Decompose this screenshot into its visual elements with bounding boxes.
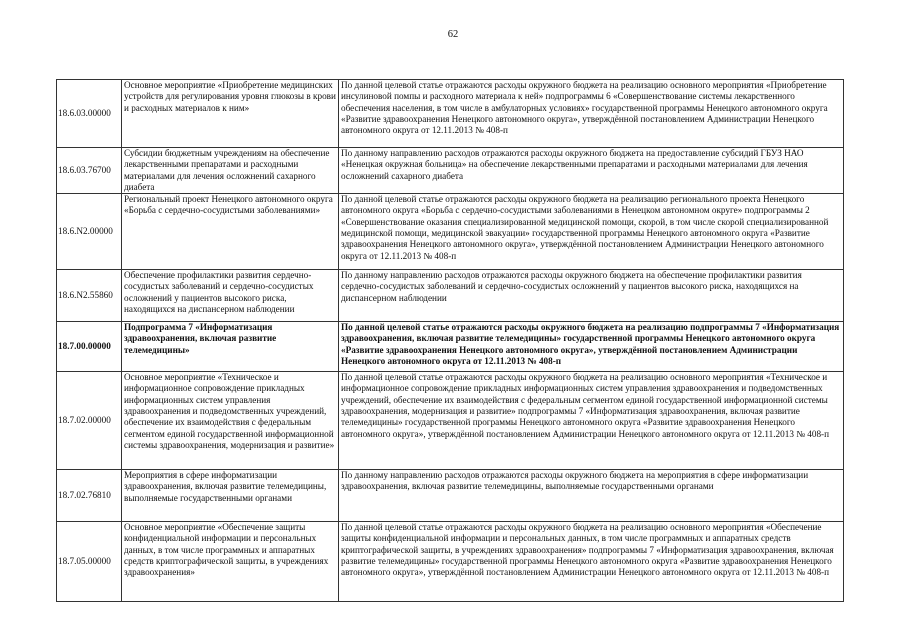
- table-row: [57, 522, 844, 602]
- table-row: [57, 270, 844, 322]
- row-description: По данному направлению расходов отражаются расходы окружного бюджета на мероприятия в сфере информатизации здравоохранения, включая развитие телемедицины, выполняемые государственными органами: [339, 470, 844, 522]
- table-row: [57, 470, 844, 522]
- row-code: 18.6.N2.55860: [57, 270, 122, 322]
- row-name: Мероприятия в сфере информатизации здравоохранения, включая развитие телемедицины, выполняемые государственными органами: [122, 470, 339, 522]
- budget-classification-table: [56, 79, 844, 602]
- row-description: По данной целевой статье отражаются расходы окружного бюджета на реализацию основного мероприятия «Обеспечение защиты конфиденциальной информации и персональных данных, в том числе программных и аппаратных средств криптографической защиты, в учреждениях здравоохранения» подпрограммы 7 «Информатизация здравоохранения, включая развитие телемедицины» государственной программы Ненецкого автономного округа «Развитие здравоохранения Ненецкого автономного округа», утверждённой постановлением Администрации Ненецкого автономного округа от 12.11.2013 № 408-п: [339, 522, 844, 602]
- table-row: [57, 322, 844, 372]
- row-name: Субсидии бюджетным учреждениям на обеспечение лекарственными препаратами и расходными материалами для лечения осложнений сахарного диабета: [122, 148, 339, 194]
- row-code: 18.7.05.00000: [57, 522, 122, 602]
- row-description: По данной целевой статье отражаются расходы окружного бюджета на реализацию регионального проекта Ненецкого автономного округа «Борьба с сердечно-сосудистыми заболеваниями в Ненецком автономном округе» подпрограммы 2 «Совершенствование оказания специализированной медицинской помощи, скорой, в том числе скорой специализированной медицинской помощи, медицинской эвакуации» государственной программы Ненецкого автономного округа «Развитие здравоохранения Ненецкого автономного округа», утверждённой постановлением Администрации Ненецкого автономного округа от 12.11.2013 № 408-п: [339, 194, 844, 270]
- row-code: 18.7.02.76810: [57, 470, 122, 522]
- row-code: 18.7.02.00000: [57, 372, 122, 470]
- row-code: 18.6.N2.00000: [57, 194, 122, 270]
- table-row: [57, 80, 844, 148]
- row-description: По данному направлению расходов отражаются расходы окружного бюджета на предоставление субсидий ГБУЗ НАО «Ненецкая окружная больница» на обеспечение лекарственными препаратами и расходными материалами для лечения осложнений сахарного диабета: [339, 148, 844, 194]
- row-name: Основное мероприятие «Техническое и информационное сопровождение прикладных информационных систем управления здравоохранения и подведомственных учреждений, обеспечение их взаимодействия с федеральным сегментом единой государственной информационной системы здравоохранения, модернизация и развитие»: [122, 372, 339, 470]
- page-number: 62: [447, 29, 459, 40]
- row-name: Региональный проект Ненецкого автономного округа «Борьба с сердечно-сосудистыми заболеваниями»: [122, 194, 339, 270]
- row-code: 18.7.00.00000: [57, 322, 122, 372]
- row-description: По данному направлению расходов отражаются расходы окружного бюджета на обеспечение профилактики развития сердечно-сосудистых заболеваний и сердечно-сосудистых осложнений у пациентов высокого риска, находящихся на диспансерном наблюдении: [339, 270, 844, 322]
- row-code: 18.6.03.00000: [57, 80, 122, 148]
- row-name: Подпрограмма 7 «Информатизация здравоохранения, включая развитие телемедицины»: [122, 322, 339, 372]
- row-description: По данной целевой статье отражаются расходы окружного бюджета на реализацию подпрограммы 7 «Информатизация здравоохранения, включая развитие телемедицины» государственной программы Ненецкого автономного округа «Развитие здравоохранения Ненецкого автономного округа», утверждённой постановлением Администрации Ненецкого автономного округа от 12.11.2013 № 408-п: [339, 322, 844, 372]
- row-description: По данной целевой статье отражаются расходы окружного бюджета на реализацию основного мероприятия «Техническое и информационное сопровождение прикладных информационных систем управления здравоохранения и подведомственных учреждений, обеспечение их взаимодействия с федеральным сегментом единой государственной информационной системы здравоохранения, модернизация и развитие» подпрограммы 7 «Информатизация здравоохранения, включая развитие телемедицины» государственной программы Ненецкого автономного округа «Развитие здравоохранения Ненецкого автономного округа», утверждённой постановлением Администрации Ненецкого автономного округа от 12.11.2013 № 408-п: [339, 372, 844, 470]
- row-name: Основное мероприятие «Приобретение медицинских устройств для регулирования уровня глюкозы в крови и расходных материалов к ним»: [122, 80, 339, 148]
- row-description: По данной целевой статье отражаются расходы окружного бюджета на реализацию основного мероприятия «Приобретение инсулиновой помпы и расходного материала к ней» подпрограммы 6 «Совершенствование системы лекарственного обеспечения населения, в том числе в амбулаторных условиях» государственной программы Ненецкого автономного округа «Развитие здравоохранения Ненецкого автономного округа», утверждённой постановлением Администрации Ненецкого автономного округа от 12.11.2013 № 408-п: [339, 80, 844, 148]
- row-code: 18.6.03.76700: [57, 148, 122, 194]
- row-name: Обеспечение профилактики развития сердечно-сосудистых заболеваний и сердечно-сосудистых осложнений у пациентов высокого риска, находящихся на диспансерном наблюдении: [122, 270, 339, 322]
- table-row: [57, 148, 844, 194]
- table-row: [57, 372, 844, 470]
- table-row: [57, 194, 844, 270]
- row-name: Основное мероприятие «Обеспечение защиты конфиденциальной информации и персональных данных, в том числе программных и аппаратных средств криптографической защиты, в учреждениях здравоохранения»: [122, 522, 339, 602]
